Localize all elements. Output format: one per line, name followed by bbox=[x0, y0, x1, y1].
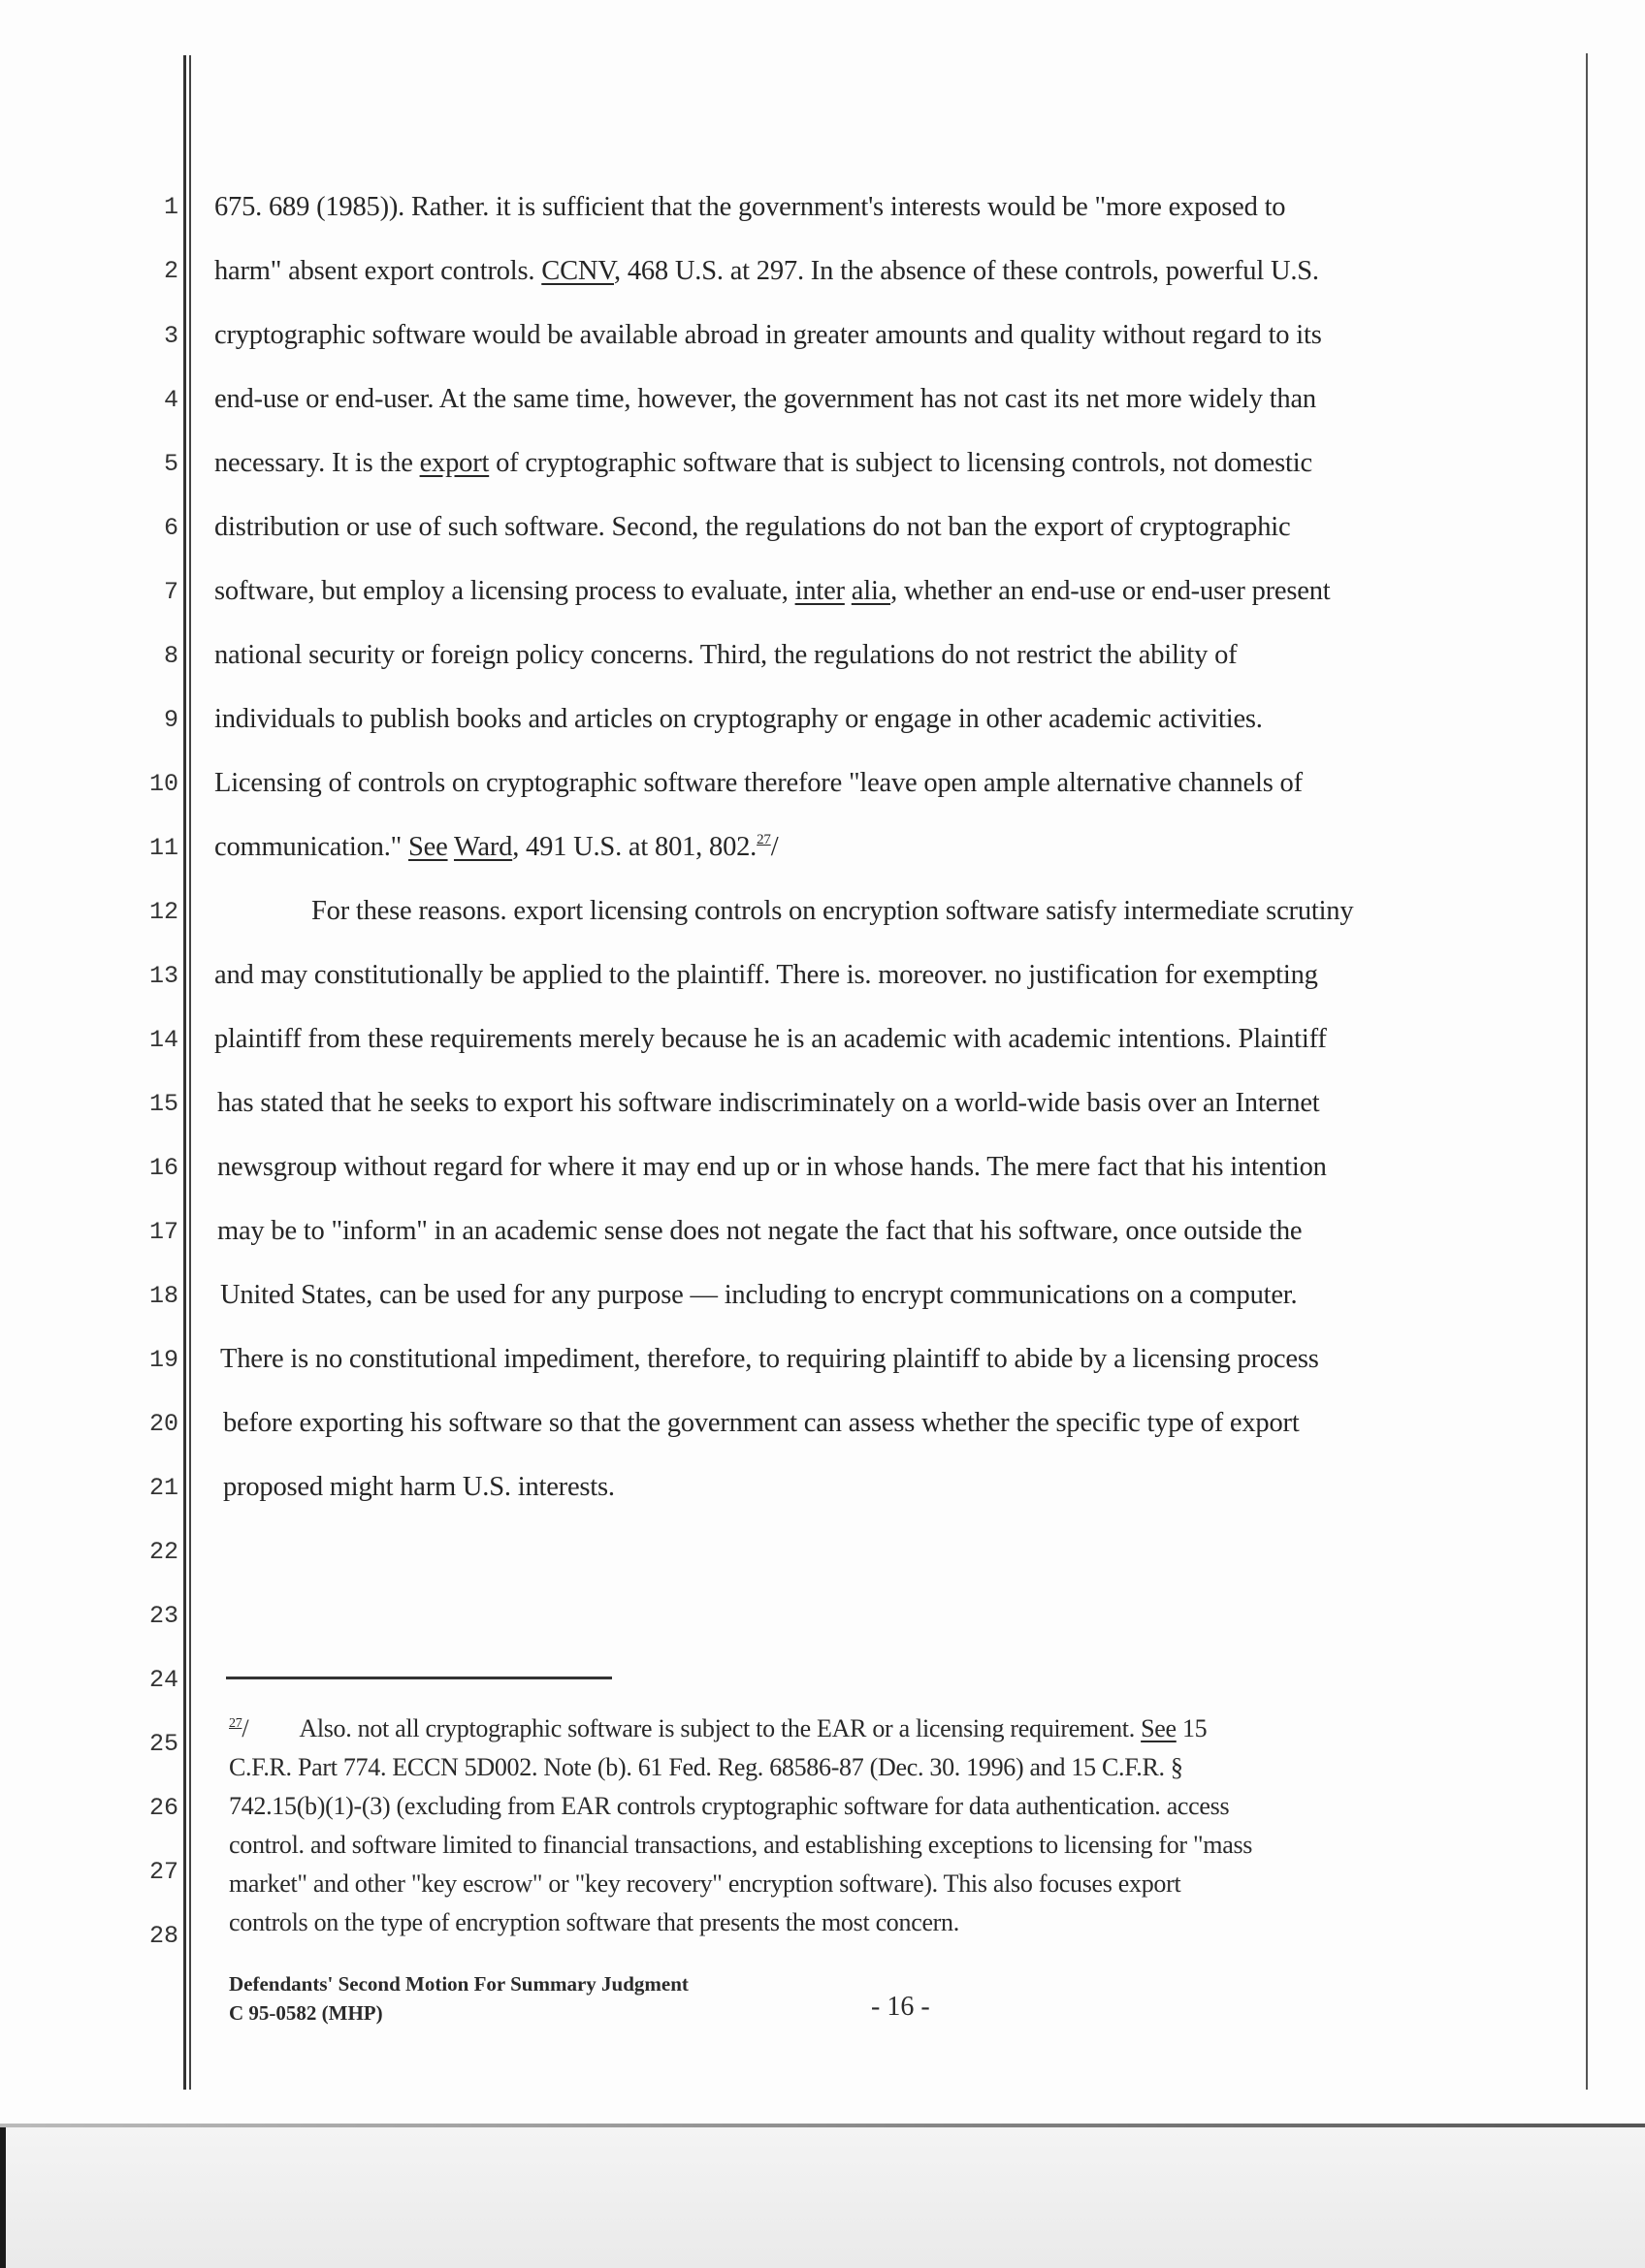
footnote-line: market" and other "key escrow" or "key recovery" encryption software). This also focuses export bbox=[229, 1869, 1181, 1898]
footnote-reference[interactable]: 27 bbox=[757, 832, 771, 847]
text-line: newsgroup without regard for where it may end up or in whose hands. The mere fact that his intention bbox=[217, 1152, 1327, 1182]
line-number: 23 bbox=[148, 1602, 178, 1630]
text-line: proposed might harm U.S. interests. bbox=[223, 1472, 615, 1502]
line-number: 3 bbox=[163, 322, 178, 350]
line-number: 10 bbox=[148, 770, 178, 798]
line-number: 24 bbox=[148, 1666, 178, 1694]
line-number: 17 bbox=[148, 1218, 178, 1246]
text-span: 15 bbox=[1176, 1714, 1208, 1742]
footnote-number: 27 bbox=[229, 1716, 242, 1731]
text-line: individuals to publish books and articles on cryptography or engage in other academic activities. bbox=[214, 704, 1263, 734]
text-line: For these reasons. export licensing controls on encryption software satisfy intermediate scrutiny bbox=[311, 896, 1354, 926]
line-number: 1 bbox=[163, 193, 178, 221]
line-number: 11 bbox=[148, 834, 178, 862]
line-number: 27 bbox=[148, 1858, 178, 1886]
line-number: 20 bbox=[148, 1410, 178, 1438]
footnote-separator bbox=[226, 1677, 612, 1679]
text-line: 675. 689 (1985)). Rather. it is sufficient that the government's interests would be "more exposed to bbox=[214, 192, 1286, 222]
text-span: software, but employ a licensing process to evaluate, bbox=[214, 576, 795, 606]
text-span: , 468 U.S. at 297. In the absence of these controls, powerful U.S. bbox=[613, 256, 1319, 286]
line-number: 22 bbox=[148, 1538, 178, 1566]
text-line: end-use or end-user. At the same time, however, the government has not cast its net more widely than bbox=[214, 384, 1316, 414]
text-line: national security or foreign policy concerns. Third, the regulations do not restrict the ability of bbox=[214, 640, 1238, 670]
left-margin-rule-inner bbox=[189, 55, 191, 2090]
case-number: C 95-0582 (MHP) bbox=[229, 2001, 383, 2025]
emphasis: inter bbox=[794, 576, 845, 606]
text-line: plaintiff from these requirements merely because he is an academic with academic intentions. Plaintiff bbox=[214, 1024, 1327, 1054]
footnote-line: controls on the type of encryption software that presents the most concern. bbox=[229, 1908, 959, 1936]
line-number: 5 bbox=[163, 450, 178, 478]
line-number: 2 bbox=[163, 257, 178, 285]
scanner-background bbox=[0, 2127, 1645, 2268]
text-span: communication." bbox=[214, 832, 408, 862]
footnote-line: C.F.R. Part 774. ECCN 5D002. Note (b). 61 Fed. Reg. 68586-87 (Dec. 30. 1996) and 15 C.F.R. § bbox=[229, 1753, 1183, 1781]
text-span: necessary. It is the bbox=[214, 448, 420, 478]
text-span: Also. not all cryptographic software is subject to the EAR or a licensing requirement. bbox=[299, 1714, 1142, 1742]
text-span: , whether an end-use or end-user present bbox=[890, 576, 1331, 606]
text-line: may be to "inform" in an academic sense does not negate the fact that his software, once outside the bbox=[217, 1216, 1303, 1246]
footnote-line: 742.15(b)(1)-(3) (excluding from EAR controls cryptographic software for data authentication. access bbox=[229, 1792, 1230, 1820]
line-number: 15 bbox=[148, 1090, 178, 1118]
line-number: 7 bbox=[163, 578, 178, 606]
case-citation: Ward bbox=[453, 832, 513, 862]
line-number: 13 bbox=[148, 962, 178, 990]
case-citation: CCNV bbox=[541, 256, 614, 286]
text-line: before exporting his software so that the government can assess whether the specific type of export bbox=[223, 1408, 1300, 1438]
text-span: of cryptographic software that is subject to licensing controls, not domestic bbox=[489, 448, 1312, 478]
line-number: 8 bbox=[163, 642, 178, 670]
footnote-line: control. and software limited to financial transactions, and establishing exceptions to licensing for "mass bbox=[229, 1831, 1253, 1859]
line-number: 25 bbox=[148, 1730, 178, 1758]
text-line bbox=[214, 448, 1312, 479]
emphasis: alia bbox=[851, 576, 891, 606]
text-line: distribution or use of such software. Second, the regulations do not ban the export of cryptographic bbox=[214, 512, 1291, 542]
signal-see: See bbox=[407, 832, 448, 862]
signal-see: See bbox=[1141, 1714, 1177, 1742]
footnote-slash: / bbox=[770, 832, 779, 862]
page-number: - 16 - bbox=[871, 1992, 930, 2022]
text-line bbox=[214, 832, 778, 863]
footnote-slash: / bbox=[242, 1714, 249, 1742]
line-number: 4 bbox=[163, 386, 178, 414]
text-line: Licensing of controls on cryptographic software therefore "leave open ample alternative channels of bbox=[214, 768, 1303, 798]
text-line bbox=[214, 576, 1330, 607]
footnote-line bbox=[229, 1714, 1207, 1743]
text-line: has stated that he seeks to export his software indiscriminately on a world-wide basis over an Internet bbox=[217, 1088, 1320, 1118]
text-span: harm" absent export controls. bbox=[214, 256, 542, 286]
text-line: cryptographic software would be available abroad in greater amounts and quality without regard to its bbox=[214, 320, 1322, 350]
line-number: 9 bbox=[163, 706, 178, 734]
line-number: 6 bbox=[163, 514, 178, 542]
text-line: United States, can be used for any purpose — including to encrypt communications on a computer. bbox=[220, 1280, 1298, 1310]
line-number: 28 bbox=[148, 1922, 178, 1950]
text-line: There is no constitutional impediment, therefore, to requiring plaintiff to abide by a licensing process bbox=[220, 1344, 1319, 1374]
text-line: and may constitutionally be applied to the plaintiff. There is. moreover. no justification for exempting bbox=[214, 960, 1318, 990]
text-span: , 491 U.S. at 801, 802. bbox=[512, 832, 758, 862]
document-title: Defendants' Second Motion For Summary Judgment bbox=[229, 1972, 689, 1996]
text-line bbox=[214, 256, 1319, 287]
line-number: 16 bbox=[148, 1154, 178, 1182]
emphasis: export bbox=[419, 448, 490, 478]
line-number: 21 bbox=[148, 1474, 178, 1502]
right-margin-rule bbox=[1586, 53, 1588, 2090]
line-number: 14 bbox=[148, 1026, 178, 1054]
left-margin-rule bbox=[183, 55, 186, 2090]
line-number: 12 bbox=[148, 898, 178, 926]
line-number: 26 bbox=[148, 1794, 178, 1822]
scanner-edge bbox=[0, 2127, 6, 2268]
line-number: 18 bbox=[148, 1282, 178, 1310]
line-number: 19 bbox=[148, 1346, 178, 1374]
